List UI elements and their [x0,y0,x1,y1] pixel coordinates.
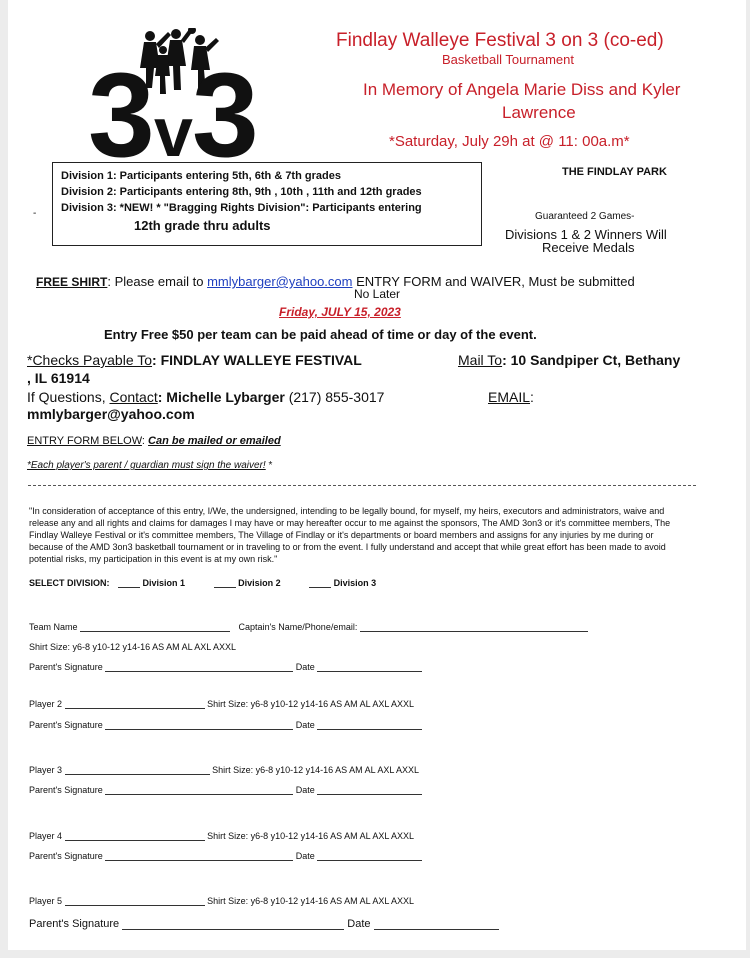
event-subtitle: Basketball Tournament [442,52,575,67]
scan-border-bottom [0,950,750,958]
captain-field[interactable] [360,631,588,632]
player-label: Player 5 [29,896,63,906]
division-2-checkbox[interactable] [214,587,236,588]
stray-mark: - [33,208,37,219]
player-4-row [29,831,414,841]
parent-signature-label: Parent's Signature [29,785,103,795]
waiver-line: because of the AMD 3on3 basketball tournament or in traveling to or from the event. I fully understand and accept that while great effort has been made to avoid [29,542,666,552]
captain-label: Captain's Name/Phone/email: [238,622,358,632]
scan-border-left [0,0,8,958]
date-label: Date [347,918,371,930]
mail-address: : 10 Sandpiper Ct, Bethany [502,352,681,368]
parent-signature-field[interactable] [105,729,293,730]
division-1: Division 1: Participants entering 5th, 6th & 7th grades [61,170,341,182]
shirt-size-label: Shirt Size: [212,765,254,775]
shirt-size-label: Shirt Size: [207,831,249,841]
svg-text:3: 3 [88,48,149,160]
select-division [29,578,376,588]
questions-prefix: If Questions, [27,389,110,405]
free-shirt-label: FREE SHIRT [36,275,108,289]
waiver-line: release any and all rights and claims for damages I may have or may hereafter occur to me against the sponsors, The AMD 3on3 or it's committee members, The [29,518,671,528]
date-field[interactable] [317,860,422,861]
captain-signature-row [29,662,422,672]
contact-label: Contact [109,389,158,405]
division-3-option: Division 3 [333,578,377,588]
player-label: Player 4 [29,831,63,841]
player-3-signature-row [29,785,422,795]
contact-email: mmlybarger@yahoo.com [27,406,195,422]
entry-form-colon: : [141,435,149,447]
shirt-size-options: y6-8 y10-12 y14-16 AS AM AL AXL AXXL [255,765,420,775]
player-5-name-field[interactable] [65,905,205,906]
team-row [29,622,588,632]
parent-signature-label: Parent's Signature [29,720,103,730]
no-later: No Later [354,287,401,301]
shirt-size-label: Shirt Size: [29,642,71,652]
checks-label: *Checks Payable To [27,352,153,368]
date-label: Date [295,662,315,672]
player-label: Player 2 [29,699,63,709]
player-label: Player 3 [29,765,63,775]
select-division-label: SELECT DIVISION: [29,578,110,588]
parent-signature-label: Parent's Signature [29,918,120,930]
division-3-checkbox[interactable] [309,587,331,588]
parent-waiver-note [27,460,272,471]
player-2-row [29,699,414,709]
memory-line-1: In Memory of Angela Marie Diss and Kyler [363,80,681,99]
division-1-option: Division 1 [142,578,186,588]
mail-to [458,352,680,368]
division-2: Division 2: Participants entering 8th, 9th , 10th , 11th and 12th grades [61,186,422,198]
svg-text:3: 3 [192,48,253,160]
parent-signature-field[interactable] [105,860,293,861]
shirt-size-options: y6-8 y10-12 y14-16 AS AM AL AXL AXXL [250,831,415,841]
parent-signature-field[interactable] [105,671,293,672]
email-instruction: : Please email to [107,274,208,289]
games-guarantee: Guaranteed 2 Games- [535,211,635,222]
date-field[interactable] [317,729,422,730]
waiver-text [29,505,670,565]
division-3: Division 3: *NEW! * "Bragging Rights Division": Participants entering [61,202,422,214]
contact-phone: (217) 855-3017 [284,389,385,405]
email-heading [488,389,534,405]
parent-note-star: * [265,460,273,471]
mail-label: Mail To [458,352,503,368]
parent-note-text: *Each player's parent / guardian must sign the waiver! [27,460,266,471]
division-1-checkbox[interactable] [118,587,140,588]
waiver-line: Findlay Walleye Festival or it's committee members, The Village of Findlay or it's departments or board members and assigns for any injuries by me during or [29,530,654,540]
mail-address-cont: , IL 61914 [27,370,90,386]
player-3-name-field[interactable] [65,774,210,775]
organizer-email-link[interactable]: mmlybarger@yahoo.com [207,274,353,289]
email-label: EMAIL [488,389,531,405]
shirt-size-options: y6-8 y10-12 y14-16 AS AM AL AXL AXXL [250,699,415,709]
player-4-name-field[interactable] [65,840,205,841]
parent-signature-field[interactable] [122,929,344,930]
captain-shirt-size [29,642,236,652]
player-5-row [29,896,414,906]
svg-text:v: v [154,93,193,160]
basketball-players-icon [88,28,278,160]
shirt-size-label: Shirt Size: [207,699,249,709]
date-field[interactable] [374,929,499,930]
email-colon: : [530,389,534,405]
team-name-label: Team Name [29,622,78,632]
player-3-row [29,765,419,775]
parent-signature-label: Parent's Signature [29,851,103,861]
entry-form-note: Can be mailed or emailed [148,435,281,447]
date-label: Date [295,785,315,795]
date-field[interactable] [317,794,422,795]
shirt-size-options: y6-8 y10-12 y14-16 AS AM AL AXL AXXL [250,896,415,906]
date-field[interactable] [317,671,422,672]
cut-line [28,485,696,486]
entry-fee: Entry Free $50 per team can be paid ahead of time or day of the event. [104,327,537,342]
player-5-signature-row [29,918,499,930]
waiver-line: potential risks, my participation in this event is at my own risk." [29,554,278,564]
player-2-name-field[interactable] [65,708,205,709]
waiver-line: "In consideration of acceptance of this entry, I/We, the undersigned, intending to be legally bound, for myself, my heirs, executors and administrators, waive and [29,506,665,516]
event-title: Findlay Walleye Festival 3 on 3 (co-ed) [336,30,664,51]
shirt-size-label: Shirt Size: [207,896,249,906]
entry-form-label: ENTRY FORM BELOW [27,435,142,447]
checks-payable [27,352,362,368]
date-label: Date [295,851,315,861]
division-3-continued: 12th grade thru adults [134,218,271,233]
medals-line-2: Receive Medals [542,240,635,255]
scan-border-right [746,0,750,958]
location: THE FINDLAY PARK [562,166,667,178]
deadline-date: Friday, JULY 15, 2023 [279,305,401,319]
memory-line-2: Lawrence [502,103,576,122]
medals-line-1: Divisions 1 & 2 Winners Will [505,227,667,242]
checks-payee: : FINDLAY WALLEYE FESTIVAL [152,352,362,368]
contact-line [27,389,384,405]
player-4-signature-row [29,851,422,861]
contact-name: : Michelle Lybarger [157,389,285,405]
parent-signature-field[interactable] [105,794,293,795]
3v3-logo [88,28,278,160]
submission-requirement: ENTRY FORM and WAIVER, Must be submitted [352,274,635,289]
date-label: Date [295,720,315,730]
shirt-size-options: y6-8 y10-12 y14-16 AS AM AL AXL AXXL [72,642,236,652]
free-shirt-line [36,274,635,289]
player-2-signature-row [29,720,422,730]
event-date-time: *Saturday, July 29h at @ 11: 00a.m* [389,133,630,150]
parent-signature-label: Parent's Signature [29,662,103,672]
team-name-field[interactable] [80,631,230,632]
division-2-option: Division 2 [238,578,281,588]
entry-form-heading [27,435,281,447]
